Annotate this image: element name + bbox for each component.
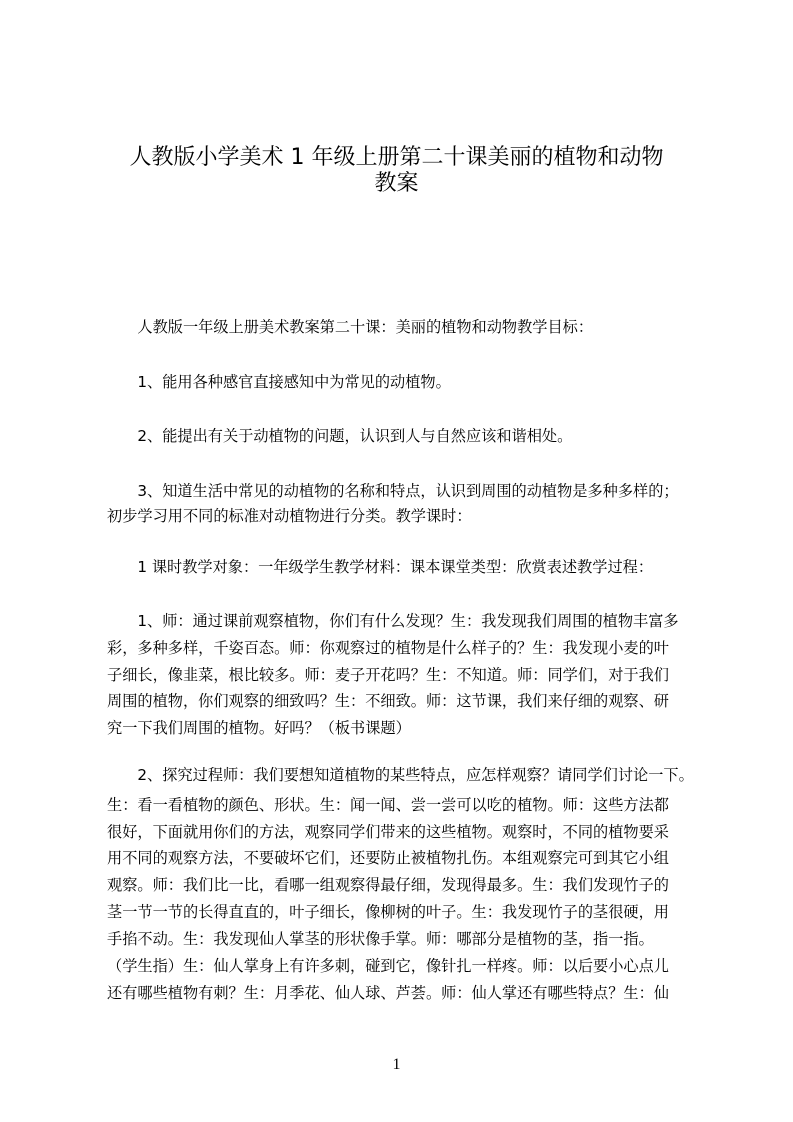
paragraph-line: 彩，多种多样，千姿百态。师：你观察过的植物是什么样子的？生：我发现小麦的叶	[107, 639, 669, 657]
paragraph-line: 观察。师：我们比一比，看哪一组观察得最仔细，发现得最多。生：我们发现竹子的	[107, 876, 669, 894]
paragraph-line: 1 课时教学对象：一年级学生教学材料：课本课堂类型：欣赏表述教学过程：	[107, 558, 654, 576]
paragraph-line: 生：看一看植物的颜色、形状。生：闻一闻、尝一尝可以吃的植物。师：这些方法都	[107, 796, 669, 814]
paragraph-line: 子细长，像韭菜，根比较多。师：麦子开花吗？生：不知道。师：同学们，对于我们	[107, 666, 669, 684]
paragraph-line: 1、师：通过课前观察植物，你们有什么发现？生：我发现我们周围的植物丰富多	[107, 612, 679, 630]
paragraph-line: 很好，下面就用你们的方法，观察同学们带来的这些植物。观察时，不同的植物要采	[107, 823, 669, 841]
paragraph-line: 周围的植物，你们观察的细致吗？生：不细致。师：这节课，我们来仔细的观察、研	[107, 692, 669, 710]
paragraph-line: 人教版一年级上册美术教案第二十课：美丽的植物和动物教学目标：	[107, 318, 593, 336]
paragraph-line: 2、能提出有关于动植物的问题，认识到人与自然应该和谐相处。	[107, 427, 573, 445]
paragraph-line: 初步学习用不同的标准对动植物进行分类。教学课时：	[107, 507, 472, 525]
paragraph-line: 3、知道生活中常见的动植物的名称和特点，认识到周围的动植物是多种多样的；	[107, 482, 679, 500]
paragraph-line: 用不同的观察方法，不要破坏它们，还要防止被植物扎伤。本组观察完可到其它小组	[107, 849, 669, 867]
paragraph-line: 1、能用各种感官直接感知中为常见的动植物。	[107, 373, 451, 391]
paragraph-line: 茎一节一节的长得直直的，叶子细长，像柳树的叶子。生：我发现竹子的茎很硬，用	[107, 903, 669, 921]
paragraph-line: 还有哪些植物有刺？生：月季花、仙人球、芦荟。师：仙人掌还有哪些特点？生：仙	[107, 984, 669, 1002]
paragraph-line: 手掐不动。生：我发现仙人掌茎的形状像手掌。师：哪部分是植物的茎，指一指。	[107, 930, 654, 948]
document-title-line1: 人教版小学美术 1 年级上册第二十课美丽的植物和动物	[129, 145, 664, 170]
page-number: 1	[392, 1056, 401, 1073]
document-title-line2: 教案	[374, 171, 419, 196]
paragraph-line: 2、探究过程师：我们要想知道植物的某些特点，应怎样观察？请同学们讨论一下。	[107, 766, 694, 784]
paragraph-line: 究一下我们周围的植物。好吗？（板书课题）	[107, 719, 411, 737]
paragraph-line: （学生指）生：仙人掌身上有许多刺，碰到它，像针扎一样疼。师：以后要小心点儿	[107, 957, 669, 975]
